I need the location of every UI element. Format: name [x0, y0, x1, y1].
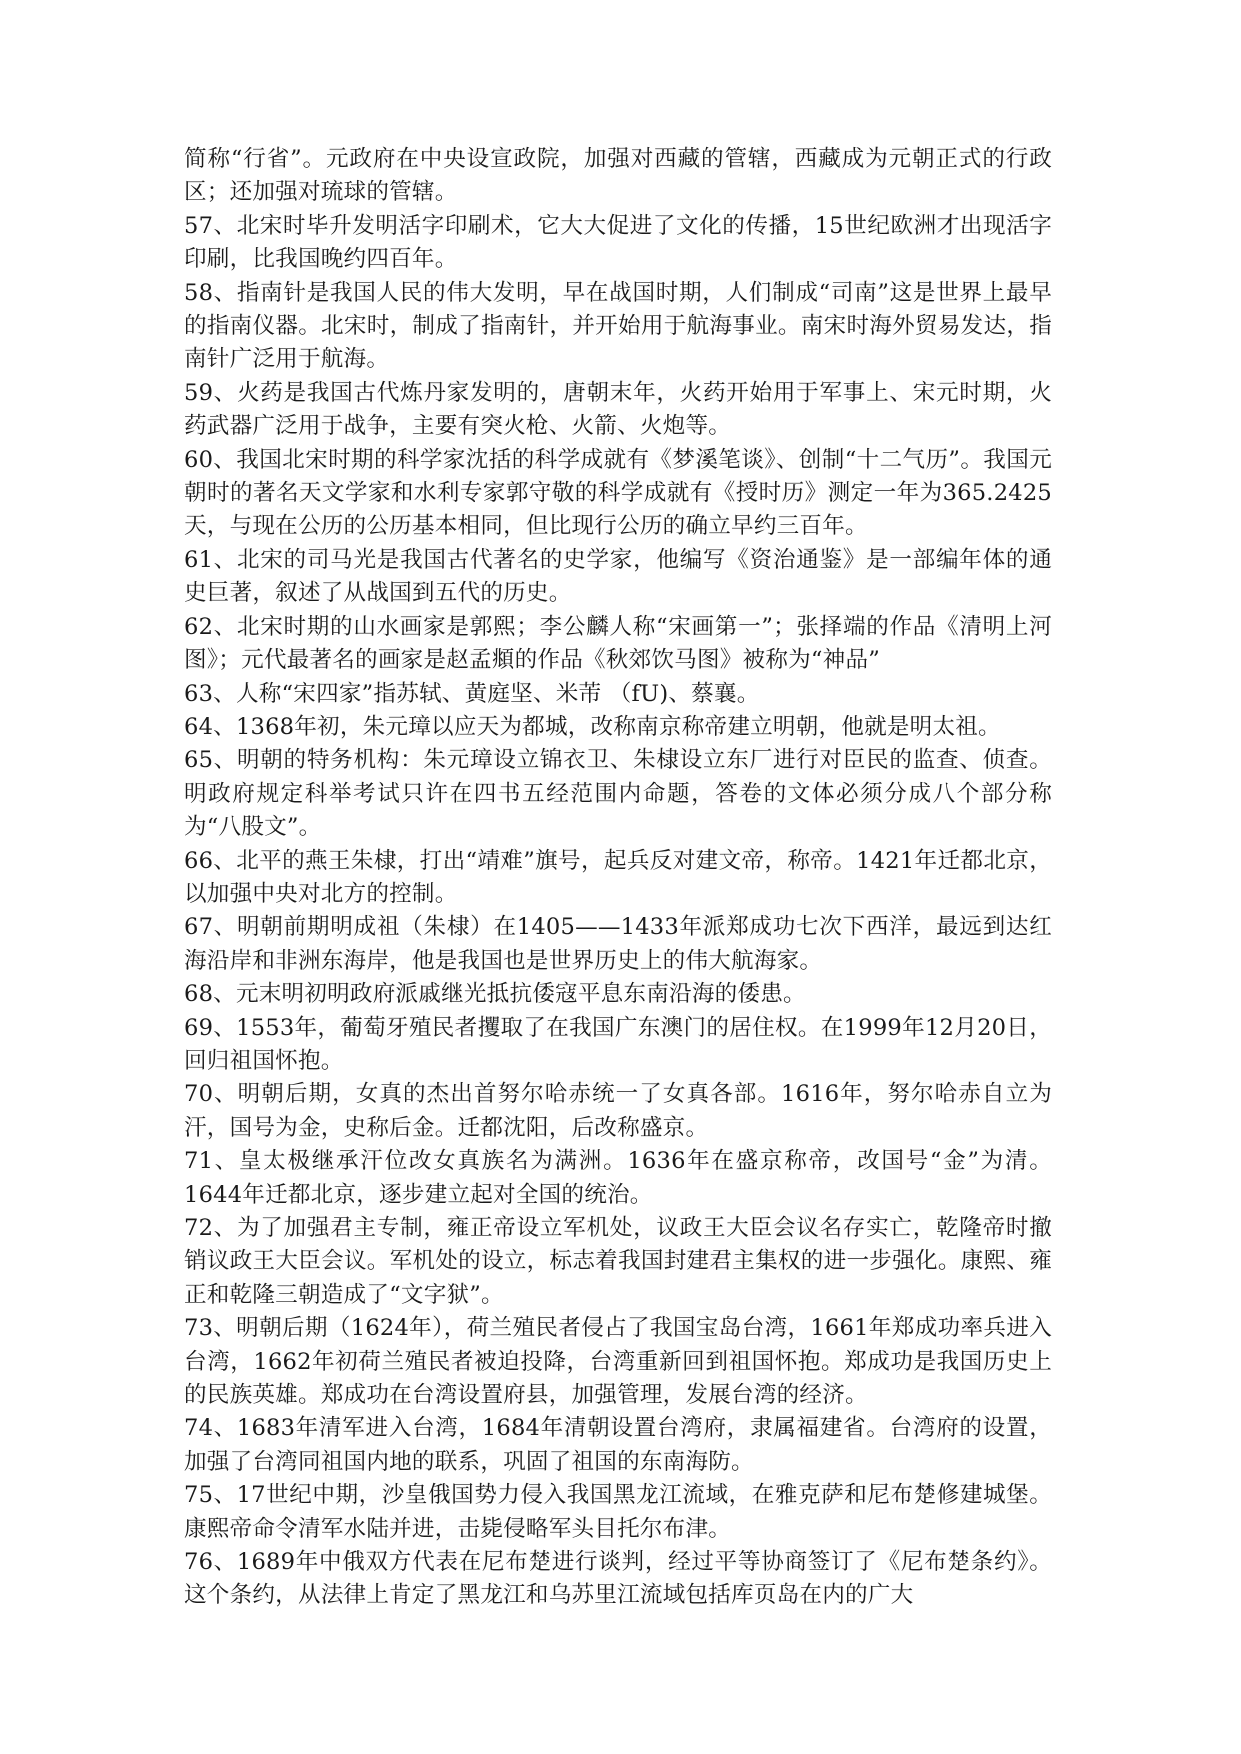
paragraph-76: 76、1689年中俄双方代表在尼布楚进行谈判，经过平等协商签订了《尼布楚条约》。这个条约，从法律上肯定了黑龙江和乌苏里江流域包括库页岛在内的广大: [184, 1549, 1052, 1609]
paragraph-62: 62、北宋时期的山水画家是郭熙；李公麟人称“宋画第一”；张择端的作品《清明上河图》；元代最著名的画家是赵孟頫的作品《秋郊饮马图》被称为“神品”: [184, 613, 1052, 674]
paragraph-70: 70、明朝后期，女真的杰出首努尔哈赤统一了女真各部。1616年，努尔哈赤自立为汗，国号为金，史称后金。迁都沈阳，后改称盛京。: [184, 1081, 1052, 1141]
paragraph-65: 65、明朝的特务机构：朱元璋设立锦衣卫、朱棣设立东厂进行对臣民的监查、侦查。明政府规定科举考试只许在四书五经范围内命题，答卷的文体必须分成八个部分称为“八股文”。: [184, 747, 1052, 841]
paragraph-72: 72、为了加强君主专制，雍正帝设立军机处，议政王大臣会议名存实亡，乾隆帝时撤销议政王大臣会议。军机处的设立，标志着我国封建君主集权的进一步强化。康熙、雍正和乾隆三朝造成了“文字狱”。: [184, 1215, 1052, 1308]
paragraph-73: 73、明朝后期（1624年），荷兰殖民者侵占了我国宝岛台湾，1661年郑成功率兵进入台湾，1662年初荷兰殖民者被迫投降，台湾重新回到祖国怀抱。郑成功是我国历史上的民族英雄。郑成功在台湾设置府县，加强管理，发展台湾的经济。: [184, 1315, 1052, 1409]
paragraph-64: 64、1368年初，朱元璋以应天为都城，改称南京称帝建立明朝，他就是明太祖。: [184, 713, 1001, 740]
paragraph-60: 60、我国北宋时期的科学家沈括的科学成就有《梦溪笔谈》、创制“十二气历”。我国元朝时的著名天文学家和水利专家郭守敬的科学成就有《授时历》测定一年为365.2425天，与现在公历的公历基本相同，但比现行公历的确立早约三百年。: [184, 446, 1052, 540]
paragraph-75: 75、17世纪中期，沙皇俄国势力侵入我国黑龙江流域，在雅克萨和尼布楚修建城堡。康熙帝命令清军水陆并进，击毙侵略军头目托尔布津。: [184, 1482, 1052, 1542]
paragraph-58: 58、指南针是我国人民的伟大发明，早在战国时期，人们制成“司南”这是世界上最早的指南仪器。北宋时，制成了指南针，并开始用于航海事业。南宋时海外贸易发达，指南针广泛用于航海。: [184, 279, 1052, 373]
paragraph-68: 68、元末明初明政府派戚继光抵抗倭寇平息东南沿海的倭患。: [184, 981, 806, 1008]
paragraph-57: 57、北宋时毕升发明活字印刷术，它大大促进了文化的传播，15世纪欧洲才出现活字印刷，比我国晚约四百年。: [184, 212, 1052, 273]
paragraph-71: 71、皇太极继承汗位改女真族名为满洲。1636年在盛京称帝，改国号“金”为清。1644年迁都北京，逐步建立起对全国的统治。: [184, 1148, 1052, 1208]
paragraph-74: 74、1683年清军进入台湾，1684年清朝设置台湾府，隶属福建省。台湾府的设置，加强了台湾同祖国内地的联系，巩固了祖国的东南海防。: [184, 1415, 1052, 1475]
paragraph-59: 59、火药是我国古代炼丹家发明的，唐朝末年，火药开始用于军事上、宋元时期，火药武器广泛用于战争，主要有突火枪、火箭、火炮等。: [184, 379, 1052, 440]
paragraph-66: 66、北平的燕王朱棣，打出“靖难”旗号，起兵反对建文帝，称帝。1421年迁都北京，以加强中央对北方的控制。: [184, 847, 1052, 907]
paragraph-69: 69、1553年，葡萄牙殖民者攫取了在我国广东澳门的居住权。在1999年12月20日，回归祖国怀抱。: [184, 1014, 1052, 1074]
paragraph-63: 63、人称“宋四家”指苏轼、黄庭坚、米芾 （fU)、蔡襄。: [184, 680, 760, 707]
paragraph-continued-intro: 简称“行省”。元政府在中央设宣政院，加强对西藏的管辖，西藏成为元朝正式的行政区；还加强对琉球的管辖。: [184, 146, 1052, 206]
paragraph-61: 61、北宋的司马光是我国古代著名的史学家，他编写《资治通鉴》是一部编年体的通史巨著，叙述了从战国到五代的历史。: [184, 546, 1052, 607]
page-body: [184, 143, 1052, 1613]
paragraph-67: 67、明朝前期明成祖（朱棣）在1405——1433年派郑成功七次下西洋，最远到达红海沿岸和非洲东海岸，他是我国也是世界历史上的伟大航海家。: [184, 914, 1052, 974]
